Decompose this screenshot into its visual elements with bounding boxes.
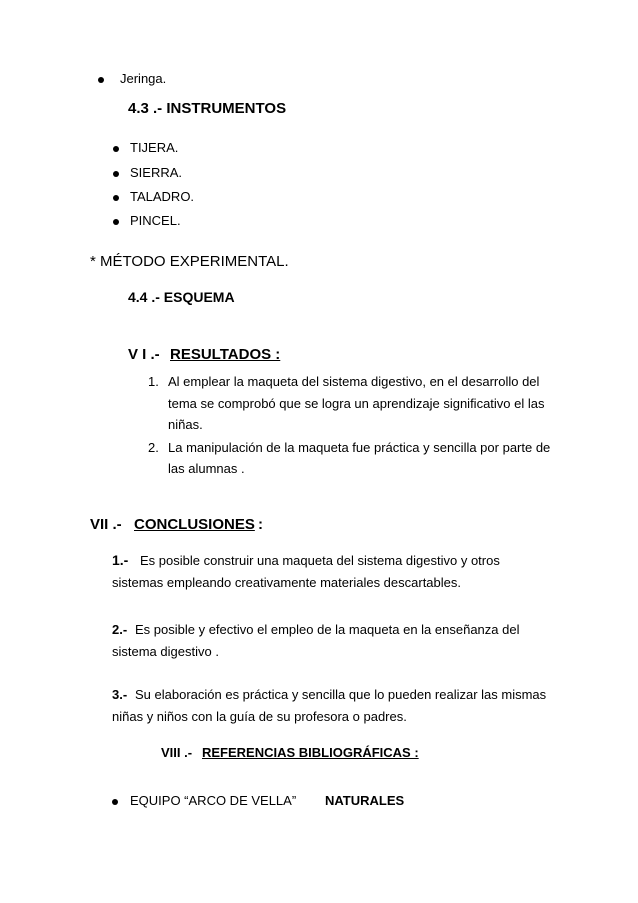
conclusion-number: 3.- [112, 687, 128, 702]
conclusion-line: Es posible y efectivo el empleo de la maqueta en la enseñanza del [135, 622, 520, 637]
conclusion-line: sistemas empleando creativamente materiales descartables. [112, 575, 462, 590]
section-heading-instrumentos: 4.3 .- INSTRUMENTOS [128, 100, 287, 117]
section-prefix-conclusiones: VII .- [90, 516, 122, 533]
bullet-icon [98, 77, 104, 83]
bullet-icon [113, 146, 119, 152]
conclusion-number: 2.- [112, 622, 128, 637]
bullet-icon [112, 799, 118, 805]
result-line: niñas. [168, 417, 203, 432]
conclusion-line: Es posible construir una maqueta del sistema digestivo y otros [140, 553, 500, 568]
list-item: PINCEL. [130, 213, 181, 228]
section-heading-metodo: * MÉTODO EXPERIMENTAL. [90, 253, 289, 270]
section-title-referencias: REFERENCIAS BIBLIOGRÁFICAS : [202, 745, 419, 760]
section-heading-esquema: 4.4 .- ESQUEMA [128, 289, 235, 305]
section-prefix-resultados: V I .- [128, 346, 160, 363]
section-suffix-conclusiones: : [258, 516, 263, 533]
list-item: SIERRA. [130, 165, 183, 180]
reference-item: EQUIPO “ARCO DE VELLA” [130, 793, 297, 808]
result-line: La manipulación de la maqueta fue práctica y sencilla por parte de [168, 440, 551, 455]
section-title-resultados: RESULTADOS : [170, 346, 281, 363]
bullet-icon [113, 219, 119, 225]
list-item: TALADRO. [130, 189, 195, 204]
section-prefix-referencias: VIII .- [161, 745, 193, 760]
list-item: Jeringa. [120, 71, 167, 86]
list-number: 1. [148, 374, 159, 389]
bullet-icon [113, 171, 119, 177]
reference-item-bold: NATURALES [325, 793, 405, 808]
list-number: 2. [148, 440, 159, 455]
conclusion-number: 1.- [112, 552, 129, 568]
list-item: TIJERA. [130, 140, 179, 155]
conclusion-line: niñas y niños con la guía de su profesora o padres. [112, 709, 407, 724]
conclusion-line: Su elaboración es práctica y sencilla que lo pueden realizar las mismas [135, 687, 547, 702]
conclusion-line: sistema digestivo . [112, 644, 219, 659]
result-line: las alumnas . [168, 461, 245, 476]
bullet-icon [113, 195, 119, 201]
result-line: tema se comprobó que se logra un aprendizaje significativo el las [168, 396, 545, 411]
result-line: Al emplear la maqueta del sistema digestivo, en el desarrollo del [168, 374, 540, 389]
section-title-conclusiones: CONCLUSIONES [134, 516, 255, 533]
